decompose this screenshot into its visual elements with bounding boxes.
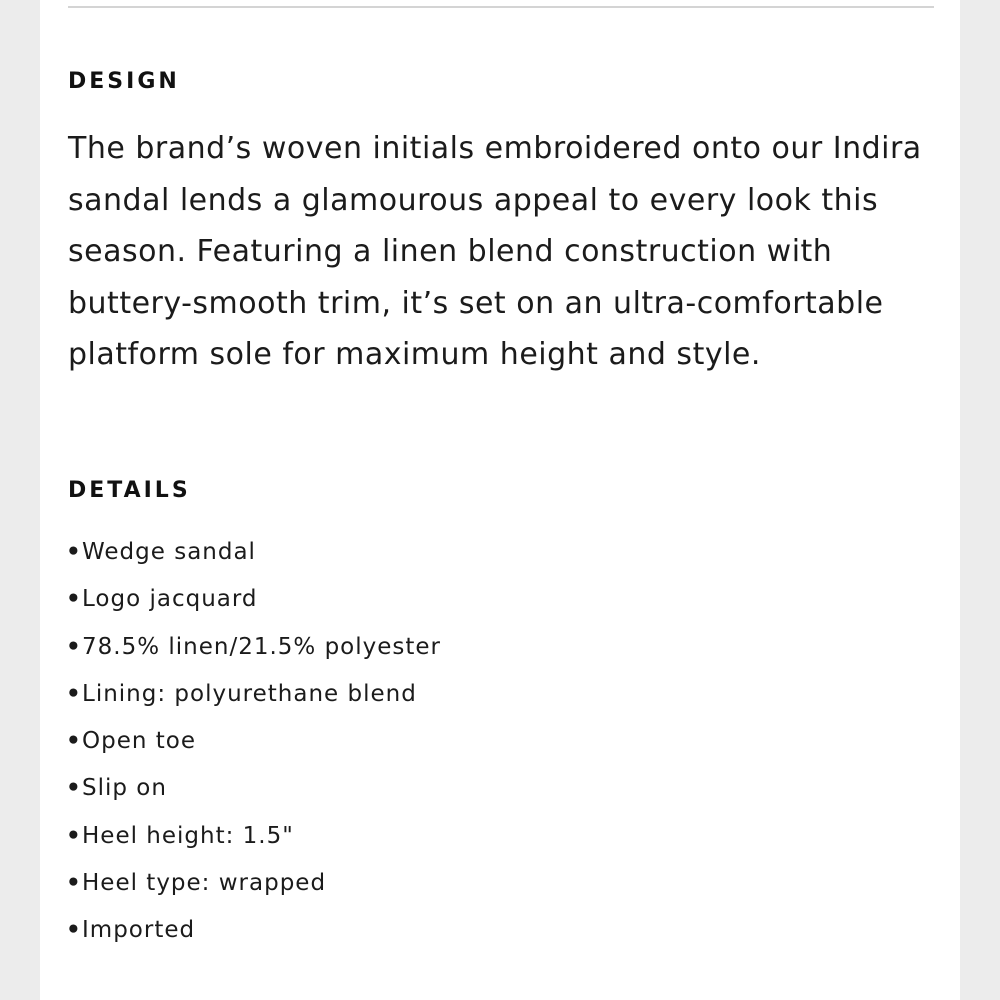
product-description-panel	[40, 0, 960, 1000]
detail-item-label: 78.5% linen/21.5% polyester	[82, 633, 442, 660]
details-heading: DETAILS	[68, 478, 191, 503]
bullet-icon: •	[66, 728, 82, 755]
bullet-icon: •	[66, 870, 82, 897]
bullet-icon: •	[66, 775, 82, 802]
detail-item-label: Logo jacquard	[82, 586, 258, 613]
bullet-icon: •	[66, 822, 82, 849]
detail-item-imported	[66, 907, 441, 954]
detail-item-wedge-sandal	[66, 529, 441, 576]
design-description: The brand’s woven initials embroidered onto our Indira sandal lends a glamourous appeal to every look this season. Featuring a linen blend construction with buttery-smooth trim, it’s set on an ultra-comfortable platform sole for maximum height and style.	[68, 131, 922, 373]
detail-item-label: Slip on	[82, 775, 167, 802]
detail-item-label: Open toe	[82, 728, 196, 755]
bullet-icon: •	[66, 917, 82, 944]
details-list	[66, 529, 441, 955]
bullet-icon: •	[66, 586, 82, 613]
bullet-icon: •	[66, 633, 82, 660]
detail-item-lining	[66, 671, 441, 718]
bullet-icon: •	[66, 680, 82, 707]
detail-item-logo-jacquard	[66, 576, 441, 623]
detail-item-label: Imported	[82, 917, 196, 944]
detail-item-label: Heel height: 1.5"	[82, 822, 294, 849]
bullet-icon: •	[66, 539, 82, 565]
detail-item-material	[66, 624, 441, 671]
detail-item-heel-height	[66, 813, 441, 860]
detail-item-heel-type	[66, 860, 441, 907]
detail-item-slip-on	[66, 765, 441, 812]
detail-item-label: Lining: polyurethane blend	[82, 680, 417, 707]
detail-item-label: Wedge sandal	[82, 539, 256, 565]
design-heading: DESIGN	[68, 69, 180, 94]
section-divider	[68, 6, 934, 8]
detail-item-open-toe	[66, 718, 441, 765]
detail-item-label: Heel type: wrapped	[82, 870, 327, 897]
